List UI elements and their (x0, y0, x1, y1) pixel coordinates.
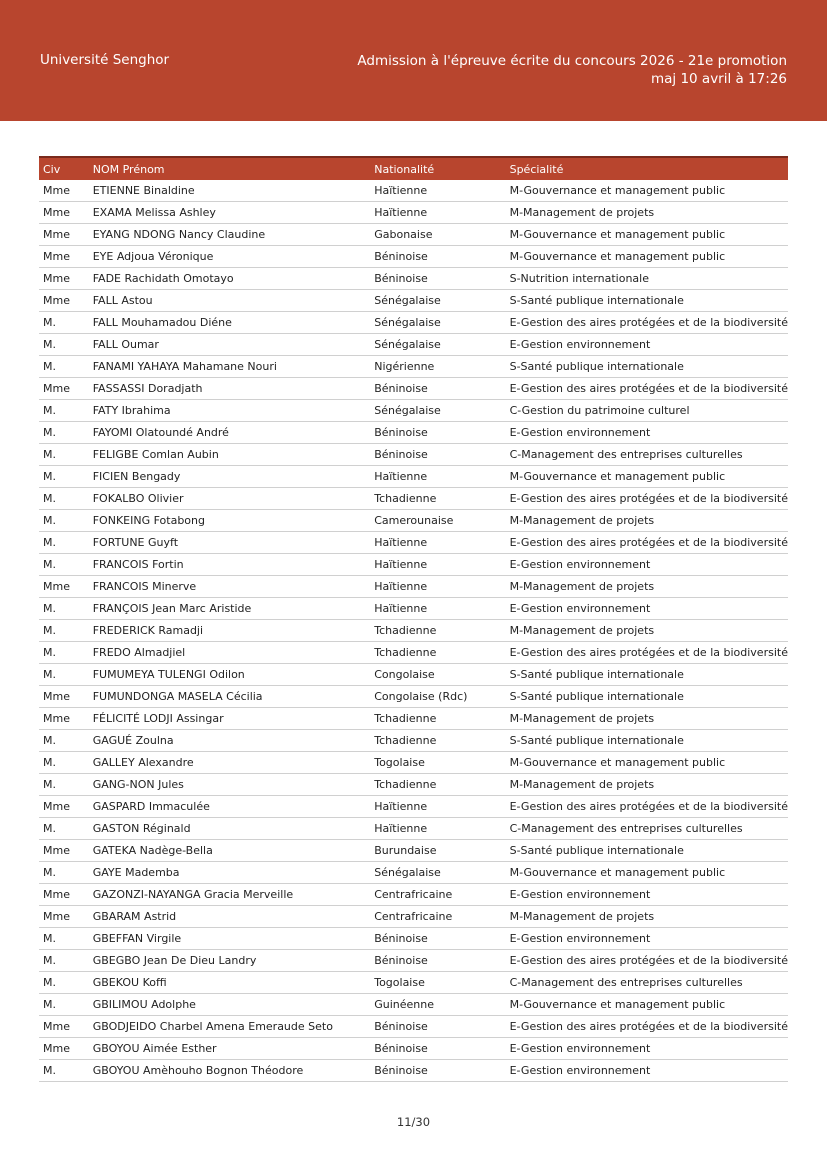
nationality-cell: Béninoise (370, 1016, 505, 1038)
nationality-cell: Burundaise (370, 840, 505, 862)
nationality-cell: Tchadienne (370, 730, 505, 752)
nationality-cell: Centrafricaine (370, 884, 505, 906)
civ-cell: M. (39, 994, 89, 1016)
specialty-cell: M-Gouvernance et management public (506, 246, 788, 268)
civ-cell: Mme (39, 290, 89, 312)
name-cell: FORTUNE Guyft (89, 532, 370, 554)
civ-cell: M. (39, 532, 89, 554)
civ-cell: Mme (39, 246, 89, 268)
table-header-row (39, 157, 788, 180)
name-cell: FALL Astou (89, 290, 370, 312)
nationality-cell: Sénégalaise (370, 312, 505, 334)
nationality-cell: Tchadienne (370, 488, 505, 510)
table-body (39, 180, 788, 1082)
specialty-cell: C-Management des entreprises culturelles (506, 444, 788, 466)
admission-table (39, 156, 788, 1082)
name-cell: GBEKOU Koffi (89, 972, 370, 994)
table-row (39, 554, 788, 576)
name-cell: FADE Rachidath Omotayo (89, 268, 370, 290)
table-row (39, 598, 788, 620)
civ-cell: M. (39, 554, 89, 576)
specialty-cell: S-Santé publique internationale (506, 840, 788, 862)
name-cell: GASPARD Immaculée (89, 796, 370, 818)
update-timestamp: maj 10 avril à 17:26 (650, 71, 787, 87)
civ-cell: Mme (39, 1038, 89, 1060)
name-cell: FICIEN Bengady (89, 466, 370, 488)
civ-cell: M. (39, 400, 89, 422)
table-row (39, 576, 788, 598)
table-row (39, 972, 788, 994)
civ-cell: M. (39, 642, 89, 664)
civ-cell: M. (39, 730, 89, 752)
specialty-cell: E-Gestion environnement (506, 554, 788, 576)
page-number: 11/30 (396, 1115, 431, 1129)
civ-cell: M. (39, 312, 89, 334)
name-cell: FOKALBO Olivier (89, 488, 370, 510)
nationality-cell: Sénégalaise (370, 290, 505, 312)
civ-cell: M. (39, 444, 89, 466)
name-cell: FRANCOIS Minerve (89, 576, 370, 598)
table-row (39, 422, 788, 444)
table-row (39, 1038, 788, 1060)
civ-cell: Mme (39, 202, 89, 224)
specialty-cell: E-Gestion environnement (506, 422, 788, 444)
table-row (39, 950, 788, 972)
table-row (39, 1016, 788, 1038)
specialty-cell: E-Gestion environnement (506, 1038, 788, 1060)
table-row (39, 664, 788, 686)
nationality-cell: Congolaise (370, 664, 505, 686)
civ-cell: Mme (39, 576, 89, 598)
nationality-cell: Béninoise (370, 950, 505, 972)
nationality-cell: Béninoise (370, 444, 505, 466)
specialty-cell: M-Management de projets (506, 774, 788, 796)
civ-cell: Mme (39, 906, 89, 928)
specialty-cell: E-Gestion des aires protégées et de la biodiversité (506, 532, 788, 554)
nationality-cell: Haïtienne (370, 576, 505, 598)
civ-cell: Mme (39, 1016, 89, 1038)
table-row (39, 818, 788, 840)
name-cell: FASSASSI Doradjath (89, 378, 370, 400)
nationality-cell: Béninoise (370, 1060, 505, 1082)
table-row (39, 246, 788, 268)
civ-cell: M. (39, 334, 89, 356)
nationality-cell: Camerounaise (370, 510, 505, 532)
nationality-cell: Sénégalaise (370, 334, 505, 356)
specialty-cell: M-Gouvernance et management public (506, 862, 788, 884)
specialty-cell: E-Gestion environnement (506, 884, 788, 906)
nationality-cell: Togolaise (370, 972, 505, 994)
table-row (39, 268, 788, 290)
institution-name: Université Senghor (40, 52, 170, 68)
name-cell: FONKEING Fotabong (89, 510, 370, 532)
specialty-cell: S-Santé publique internationale (506, 730, 788, 752)
nationality-cell: Béninoise (370, 246, 505, 268)
civ-cell: Mme (39, 884, 89, 906)
nationality-cell: Sénégalaise (370, 400, 505, 422)
column-header-nationality: Nationalité (370, 157, 505, 180)
civ-cell: M. (39, 972, 89, 994)
table-row (39, 532, 788, 554)
table-row (39, 752, 788, 774)
civ-cell: M. (39, 752, 89, 774)
nationality-cell: Béninoise (370, 422, 505, 444)
nationality-cell: Béninoise (370, 378, 505, 400)
table-row (39, 510, 788, 532)
name-cell: GBOYOU Aimée Esther (89, 1038, 370, 1060)
name-cell: FREDO Almadjiel (89, 642, 370, 664)
name-cell: FUMUNDONGA MASELA Cécilia (89, 686, 370, 708)
specialty-cell: C-Management des entreprises culturelles (506, 972, 788, 994)
name-cell: FATY Ibrahima (89, 400, 370, 422)
name-cell: FRANCOIS Fortin (89, 554, 370, 576)
nationality-cell: Haïtienne (370, 466, 505, 488)
table-row (39, 312, 788, 334)
specialty-cell: E-Gestion environnement (506, 334, 788, 356)
civ-cell: M. (39, 620, 89, 642)
specialty-cell: S-Santé publique internationale (506, 356, 788, 378)
civ-cell: Mme (39, 840, 89, 862)
table-row (39, 774, 788, 796)
specialty-cell: S-Santé publique internationale (506, 290, 788, 312)
specialty-cell: S-Santé publique internationale (506, 664, 788, 686)
specialty-cell: M-Gouvernance et management public (506, 994, 788, 1016)
name-cell: GANG-NON Jules (89, 774, 370, 796)
document-title: Admission à l'épreuve écrite du concours 2026 - 21e promotion (357, 53, 787, 69)
name-cell: FÉLICITÉ LODJI Assingar (89, 708, 370, 730)
civ-cell: Mme (39, 708, 89, 730)
name-cell: GBEFFAN Virgile (89, 928, 370, 950)
name-cell: FUMUMEYA TULENGI Odilon (89, 664, 370, 686)
civ-cell: Mme (39, 180, 89, 202)
specialty-cell: M-Management de projets (506, 510, 788, 532)
page-header (0, 0, 827, 121)
table-row (39, 334, 788, 356)
nationality-cell: Nigérienne (370, 356, 505, 378)
name-cell: FREDERICK Ramadji (89, 620, 370, 642)
column-header-name: NOM Prénom (89, 157, 370, 180)
civ-cell: M. (39, 774, 89, 796)
name-cell: GAGUÉ Zoulna (89, 730, 370, 752)
name-cell: EYANG NDONG Nancy Claudine (89, 224, 370, 246)
nationality-cell: Haïtienne (370, 532, 505, 554)
table-row (39, 906, 788, 928)
civ-cell: M. (39, 598, 89, 620)
specialty-cell: E-Gestion des aires protégées et de la biodiversité (506, 488, 788, 510)
name-cell: ETIENNE Binaldine (89, 180, 370, 202)
civ-cell: M. (39, 818, 89, 840)
nationality-cell: Haïtienne (370, 598, 505, 620)
table-row (39, 642, 788, 664)
document-title-block (357, 52, 787, 88)
nationality-cell: Guinéenne (370, 994, 505, 1016)
name-cell: EXAMA Melissa Ashley (89, 202, 370, 224)
nationality-cell: Tchadienne (370, 774, 505, 796)
nationality-cell: Haïtienne (370, 796, 505, 818)
table-row (39, 180, 788, 202)
specialty-cell: E-Gestion des aires protégées et de la biodiversité (506, 796, 788, 818)
specialty-cell: C-Gestion du patrimoine culturel (506, 400, 788, 422)
name-cell: GBEGBO Jean De Dieu Landry (89, 950, 370, 972)
name-cell: GAZONZI-NAYANGA Gracia Merveille (89, 884, 370, 906)
civ-cell: M. (39, 1060, 89, 1082)
specialty-cell: E-Gestion environnement (506, 598, 788, 620)
name-cell: GATEKA Nadège-Bella (89, 840, 370, 862)
specialty-cell: E-Gestion environnement (506, 928, 788, 950)
specialty-cell: E-Gestion environnement (506, 1060, 788, 1082)
civ-cell: M. (39, 422, 89, 444)
table-row (39, 840, 788, 862)
name-cell: FELIGBE Comlan Aubin (89, 444, 370, 466)
table-row (39, 686, 788, 708)
name-cell: GAYE Mademba (89, 862, 370, 884)
nationality-cell: Béninoise (370, 928, 505, 950)
specialty-cell: E-Gestion des aires protégées et de la biodiversité (506, 1016, 788, 1038)
specialty-cell: M-Gouvernance et management public (506, 180, 788, 202)
table-row (39, 620, 788, 642)
civ-cell: M. (39, 356, 89, 378)
nationality-cell: Togolaise (370, 752, 505, 774)
name-cell: FALL Oumar (89, 334, 370, 356)
nationality-cell: Béninoise (370, 268, 505, 290)
name-cell: FAYOMI Olatoundé André (89, 422, 370, 444)
table-row (39, 224, 788, 246)
table-row (39, 928, 788, 950)
nationality-cell: Béninoise (370, 1038, 505, 1060)
civ-cell: M. (39, 928, 89, 950)
specialty-cell: M-Management de projets (506, 906, 788, 928)
civ-cell: Mme (39, 268, 89, 290)
nationality-cell: Centrafricaine (370, 906, 505, 928)
civ-cell: M. (39, 862, 89, 884)
name-cell: GBOYOU Amèhouho Bognon Théodore (89, 1060, 370, 1082)
nationality-cell: Tchadienne (370, 642, 505, 664)
specialty-cell: M-Management de projets (506, 576, 788, 598)
civ-cell: Mme (39, 224, 89, 246)
specialty-cell: M-Management de projets (506, 202, 788, 224)
nationality-cell: Tchadienne (370, 620, 505, 642)
nationality-cell: Congolaise (Rdc) (370, 686, 505, 708)
name-cell: FALL Mouhamadou Diéne (89, 312, 370, 334)
civ-cell: Mme (39, 796, 89, 818)
table-row (39, 862, 788, 884)
civ-cell: M. (39, 950, 89, 972)
specialty-cell: M-Gouvernance et management public (506, 224, 788, 246)
table-row (39, 290, 788, 312)
specialty-cell: S-Nutrition internationale (506, 268, 788, 290)
specialty-cell: S-Santé publique internationale (506, 686, 788, 708)
name-cell: GBILIMOU Adolphe (89, 994, 370, 1016)
civ-cell: Mme (39, 686, 89, 708)
table-row (39, 400, 788, 422)
name-cell: GBARAM Astrid (89, 906, 370, 928)
column-header-specialty: Spécialité (506, 157, 788, 180)
nationality-cell: Haïtienne (370, 202, 505, 224)
civ-cell: Mme (39, 378, 89, 400)
table-row (39, 202, 788, 224)
specialty-cell: E-Gestion des aires protégées et de la biodiversité (506, 950, 788, 972)
specialty-cell: M-Management de projets (506, 620, 788, 642)
name-cell: EYE Adjoua Véronique (89, 246, 370, 268)
specialty-cell: E-Gestion des aires protégées et de la biodiversité (506, 312, 788, 334)
name-cell: FRANÇOIS Jean Marc Aristide (89, 598, 370, 620)
nationality-cell: Sénégalaise (370, 862, 505, 884)
table-row (39, 356, 788, 378)
table-row (39, 994, 788, 1016)
table-row (39, 488, 788, 510)
nationality-cell: Haïtienne (370, 818, 505, 840)
nationality-cell: Haïtienne (370, 554, 505, 576)
specialty-cell: C-Management des entreprises culturelles (506, 818, 788, 840)
nationality-cell: Haïtienne (370, 180, 505, 202)
civ-cell: M. (39, 488, 89, 510)
table-row (39, 378, 788, 400)
table-row (39, 708, 788, 730)
civ-cell: M. (39, 664, 89, 686)
name-cell: GASTON Réginald (89, 818, 370, 840)
name-cell: GALLEY Alexandre (89, 752, 370, 774)
specialty-cell: M-Gouvernance et management public (506, 752, 788, 774)
name-cell: FANAMI YAHAYA Mahamane Nouri (89, 356, 370, 378)
civ-cell: M. (39, 466, 89, 488)
table-row (39, 884, 788, 906)
table-row (39, 1060, 788, 1082)
specialty-cell: E-Gestion des aires protégées et de la biodiversité (506, 642, 788, 664)
table-row (39, 796, 788, 818)
column-header-civ: Civ (39, 157, 89, 180)
name-cell: GBODJEIDO Charbel Amena Emeraude Seto (89, 1016, 370, 1038)
specialty-cell: E-Gestion des aires protégées et de la biodiversité (506, 378, 788, 400)
table-row (39, 444, 788, 466)
table-row (39, 466, 788, 488)
nationality-cell: Gabonaise (370, 224, 505, 246)
specialty-cell: M-Management de projets (506, 708, 788, 730)
civ-cell: M. (39, 510, 89, 532)
table-row (39, 730, 788, 752)
nationality-cell: Tchadienne (370, 708, 505, 730)
specialty-cell: M-Gouvernance et management public (506, 466, 788, 488)
